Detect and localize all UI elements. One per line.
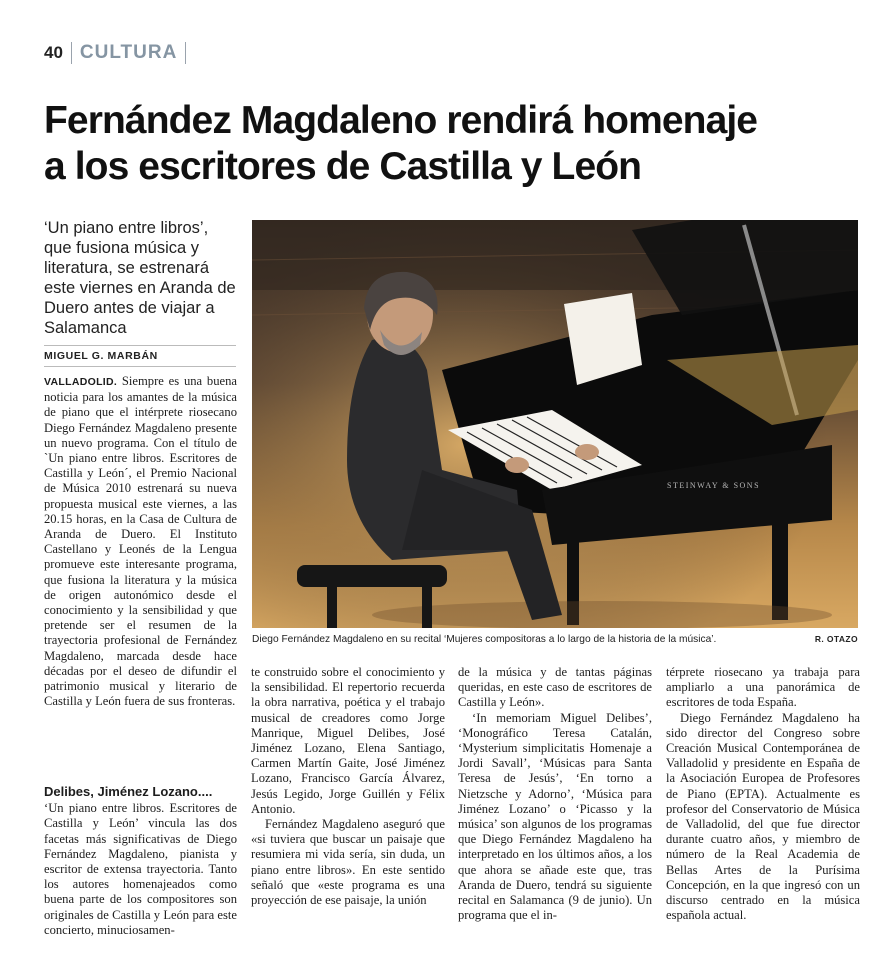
article-column-4 bbox=[666, 665, 860, 923]
paragraph: Diego Fernández Magdaleno ha sido director del Congreso sobre Creación Musical Contemporánea de Valladolid y presidente en España de la Asociación Europea de Profesores de Piano (EPTA). Actualmente es profesor del Conservatorio de Música de Valladolid, del que fue director durante cuatro años, y miembro de número de la Real Academia de Bellas Artes de la Purísima Concepción, en la que ingresó con un discurso centrado en la música española actual. bbox=[666, 710, 860, 923]
paragraph: térprete riosecano ya trabaja para ampliarlo a una panorámica de escritores de toda España. bbox=[666, 665, 860, 710]
byline-rule-bottom bbox=[44, 366, 236, 367]
article-column-1-lower bbox=[44, 784, 237, 938]
deck-subtitle: ‘Un piano entre libros’, que fusiona música y literatura, se estrenará este viernes en Aranda de Duero antes de viajar a Salamanca bbox=[44, 219, 236, 337]
dateline: VALLADOLID. bbox=[44, 376, 118, 388]
photo-credit: R. OTAZO bbox=[814, 634, 858, 644]
paragraph: ‘Un piano entre libros. Escritores de Castilla y León’ vincula las dos facetas más significativas de Diego Fernández Magdaleno, pianista y escritor de extensa trayectoria. Tanto los autores homenajeados como buena parte de los compositores son originales de Castilla y León para este concierto, minuciosamen- bbox=[44, 801, 237, 937]
paragraph: Fernández Magdaleno aseguró que «si tuviera que buscar un paisaje que resumiera mi vida sería, sin duda, un piano entre libros». En este sentido señaló que «este programa es una proyección de ese paisaje, la unión bbox=[251, 817, 445, 908]
photo-caption-row bbox=[252, 634, 858, 645]
page-header bbox=[44, 40, 194, 66]
header-divider bbox=[71, 42, 72, 64]
pianist-illustration bbox=[252, 220, 858, 628]
photo-caption: Diego Fernández Magdaleno en su recital ‘Mujeres compositoras a lo largo de la historia de la música’. bbox=[252, 634, 717, 645]
paragraph: ‘In memoriam Miguel Delibes’, ‘Monográfico Teresa Catalán, ‘Mysterium simplicitatis Homenaje a Jordi Savall’, ‘Músicas para Santa Teresa de Jesús’, ‘En torno a Nietzsche y Adorno’, ‘Música para Jiménez Lozano’ o ‘Picasso y la música’ son algunos de los programas que Diego Fernández Magdaleno ha interpretado en los últimos años, a los que ahora se añade este que, tras Aranda de Duero, tendrá su siguiente recital en Salamanca (9 de junio). Un programa que el in- bbox=[458, 710, 652, 923]
page-number: 40 bbox=[44, 43, 63, 62]
byline-rule-top bbox=[44, 345, 236, 346]
paragraph-text: Siempre es una buena noticia para los amantes de la música de piano que el intérprete riosecano Diego Fernández Magdaleno presente un nuevo programa. Con el título de `Un piano entre libros. Escritores de Castilla y León´, el Premio Nacional de Música 2010 estrenará su nueva propuesta musical este viernes, a las 20.15 horas, en la Casa de Cultura de Aranda de Duero. El Instituto Castellano y Leonés de la Lengua promueve este interesante programa, que fusiona la literatura y la música de origen autonómico desde el conocimiento y la sensibilidad y que pretende ser el resumen de la trayectoria profesional de Fernández Magdaleno, marcada desde hace décadas por el deseo de difundir el patrimonio musical y literario de Castilla y León fuera de sus fronteras. bbox=[44, 374, 237, 709]
article-column-3 bbox=[458, 665, 652, 923]
header-divider bbox=[185, 42, 186, 64]
section-label: CULTURA bbox=[79, 42, 178, 63]
byline: MIGUEL G. MARBÁN bbox=[44, 350, 158, 362]
paragraph: te construido sobre el conocimiento y la sensibilidad. El repertorio recuerda la obra narrativa, poética y el trabajo musical de creadores como Jorge Manrique, Miguel Delibes, José Jiménez Lozano, Elena Santiago, Carmen Martín Gaite, José Jiménez Lozano, Francisco García Álvarez, Jesús Legido, Jorge Guillén y Félix Antonio. bbox=[251, 665, 445, 816]
paragraph: de la música y de tantas páginas queridas, en este caso de escritores de Castilla y León». bbox=[458, 665, 652, 710]
subheading: Delibes, Jiménez Lozano.... bbox=[44, 784, 213, 799]
paragraph bbox=[44, 374, 237, 709]
headline bbox=[44, 98, 844, 190]
headline-line-1: Fernández Magdaleno rendirá homenaje bbox=[44, 99, 758, 142]
piano-brand-label: STEINWAY & SONS bbox=[667, 481, 761, 490]
headline-line-2: a los escritores de Castilla y León bbox=[44, 145, 642, 188]
article-photo bbox=[252, 220, 858, 628]
article-column-1 bbox=[44, 374, 237, 709]
article-column-2 bbox=[251, 665, 445, 908]
